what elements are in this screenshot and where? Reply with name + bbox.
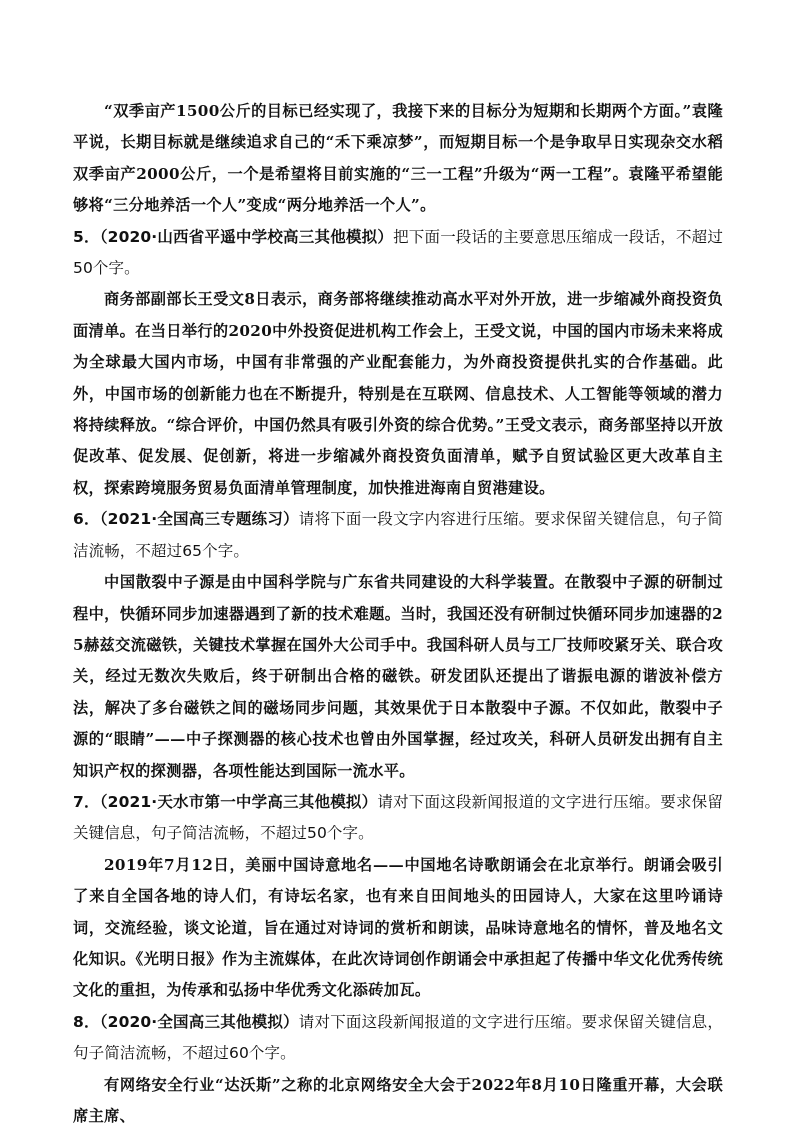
question-source: （2021·天水市第一中学高三其他模拟） bbox=[99, 792, 378, 811]
question-5-passage: 商务部副部长王受文8日表示，商务部将继续推动高水平对外开放，进一步缩减外商投资负面清单。在当日举行的2020中外投资促进机构工作会上，王受文说，中国的国内市场未来将成为全球最大国内市场，中国有非常强的产业配套能力，为外商投资提供扎实的合作基础。此外，中国市场的创新能力也在不断提升，特别是在互联网、信息技术、人工智能等领域的潜力将持续释放。“综合评价，中国仍然具有吸引外资的综合优势。”王受文表示，商务部坚持以开放促改革、促发展、促创新，将进一步缩减外商投资负面清单，赋予自贸试验区更大改革自主权，探索跨境服务贸易负面清单管理制度，加快推进海南自贸港建设。 bbox=[73, 290, 723, 497]
question-source: （2021·全国高三专题练习） bbox=[99, 510, 299, 529]
question-8-heading bbox=[73, 1007, 723, 1070]
question-source: （2020·山西省平遥中学校高三其他模拟） bbox=[99, 227, 394, 246]
question-source: （2020·全国高三其他模拟） bbox=[99, 1012, 299, 1031]
question-number: 6． bbox=[73, 510, 100, 529]
intro-paragraph: “双季亩产1500公斤的目标已经实现了，我接下来的目标分为短期和长期两个方面。”袁隆平说，长期目标就是继续追求自己的“禾下乘凉梦”，而短期目标一个是争取早日实现杂交水稻双季亩产2000公斤，一个是希望将目前实施的“三一工程”升级为“两一工程”。袁隆平希望能够将“三分地养活一个人”变成“两分地养活一个人”。 bbox=[73, 102, 723, 215]
question-5-heading bbox=[73, 222, 723, 285]
question-prompt: 请将下面一段文字内容进行压缩。要求保留关键信息，句子简洁流畅，不超过65个字。 bbox=[73, 510, 723, 560]
question-8-passage: 有网络安全行业“达沃斯”之称的北京网络安全大会于2022年8月10日隆重开幕，大会联席主席、 bbox=[73, 1075, 723, 1125]
question-prompt: 把下面一段话的主要意思压缩成一段话，不超过50个字。 bbox=[73, 227, 723, 278]
question-prompt: 请对下面这段新闻报道的文字进行压缩。要求保留关键信息，句子简洁流畅，不超过50个字。 bbox=[73, 792, 723, 843]
question-7-passage: 2019年7月12日，美丽中国诗意地名——中国地名诗歌朗诵会在北京举行。朗诵会吸引了来自全国各地的诗人们，有诗坛名家，也有来自田间地头的田园诗人，大家在这里吟诵诗词，交流经验，谈文论道，旨在通过对诗词的赏析和朗读，品味诗意地名的情怀，普及地名文化知识。《光明日报》作为主流媒体，在此次诗词创作朗诵会中承担起了传播中华文化优秀传统文化的重担，为传承和弘扬中华优秀文化添砖加瓦。 bbox=[73, 855, 723, 1000]
question-7-heading bbox=[73, 787, 723, 850]
question-prompt: 请对下面这段新闻报道的文字进行压缩。要求保留关键信息，句子简洁流畅，不超过60个字。 bbox=[73, 1012, 723, 1063]
question-number: 7． bbox=[73, 792, 100, 811]
document-content bbox=[73, 96, 723, 1132]
question-6-heading bbox=[73, 504, 723, 567]
question-number: 8． bbox=[73, 1012, 100, 1031]
question-6-passage: 中国散裂中子源是由中国科学院与广东省共同建设的大科学装置。在散裂中子源的研制过程中，快循环同步加速器遇到了新的技术难题。当时，我国还没有研制过快循环同步加速器的25赫兹交流磁铁，关键技术掌握在国外大公司手中。我国科研人员与工厂技师咬紧牙关、联合攻关，经过无数次失败后，终于研制出合格的磁铁。研发团队还提出了谐振电源的谐波补偿方法，解决了多台磁铁之间的磁场同步问题，其效果优于日本散裂中子源。不仅如此，散裂中子源的“眼睛”——中子探测器的核心技术也曾由外国掌握，经过攻关，科研人员研发出拥有自主知识产权的探测器，各项性能达到国际一流水平。 bbox=[73, 573, 723, 780]
question-number: 5． bbox=[73, 227, 100, 246]
